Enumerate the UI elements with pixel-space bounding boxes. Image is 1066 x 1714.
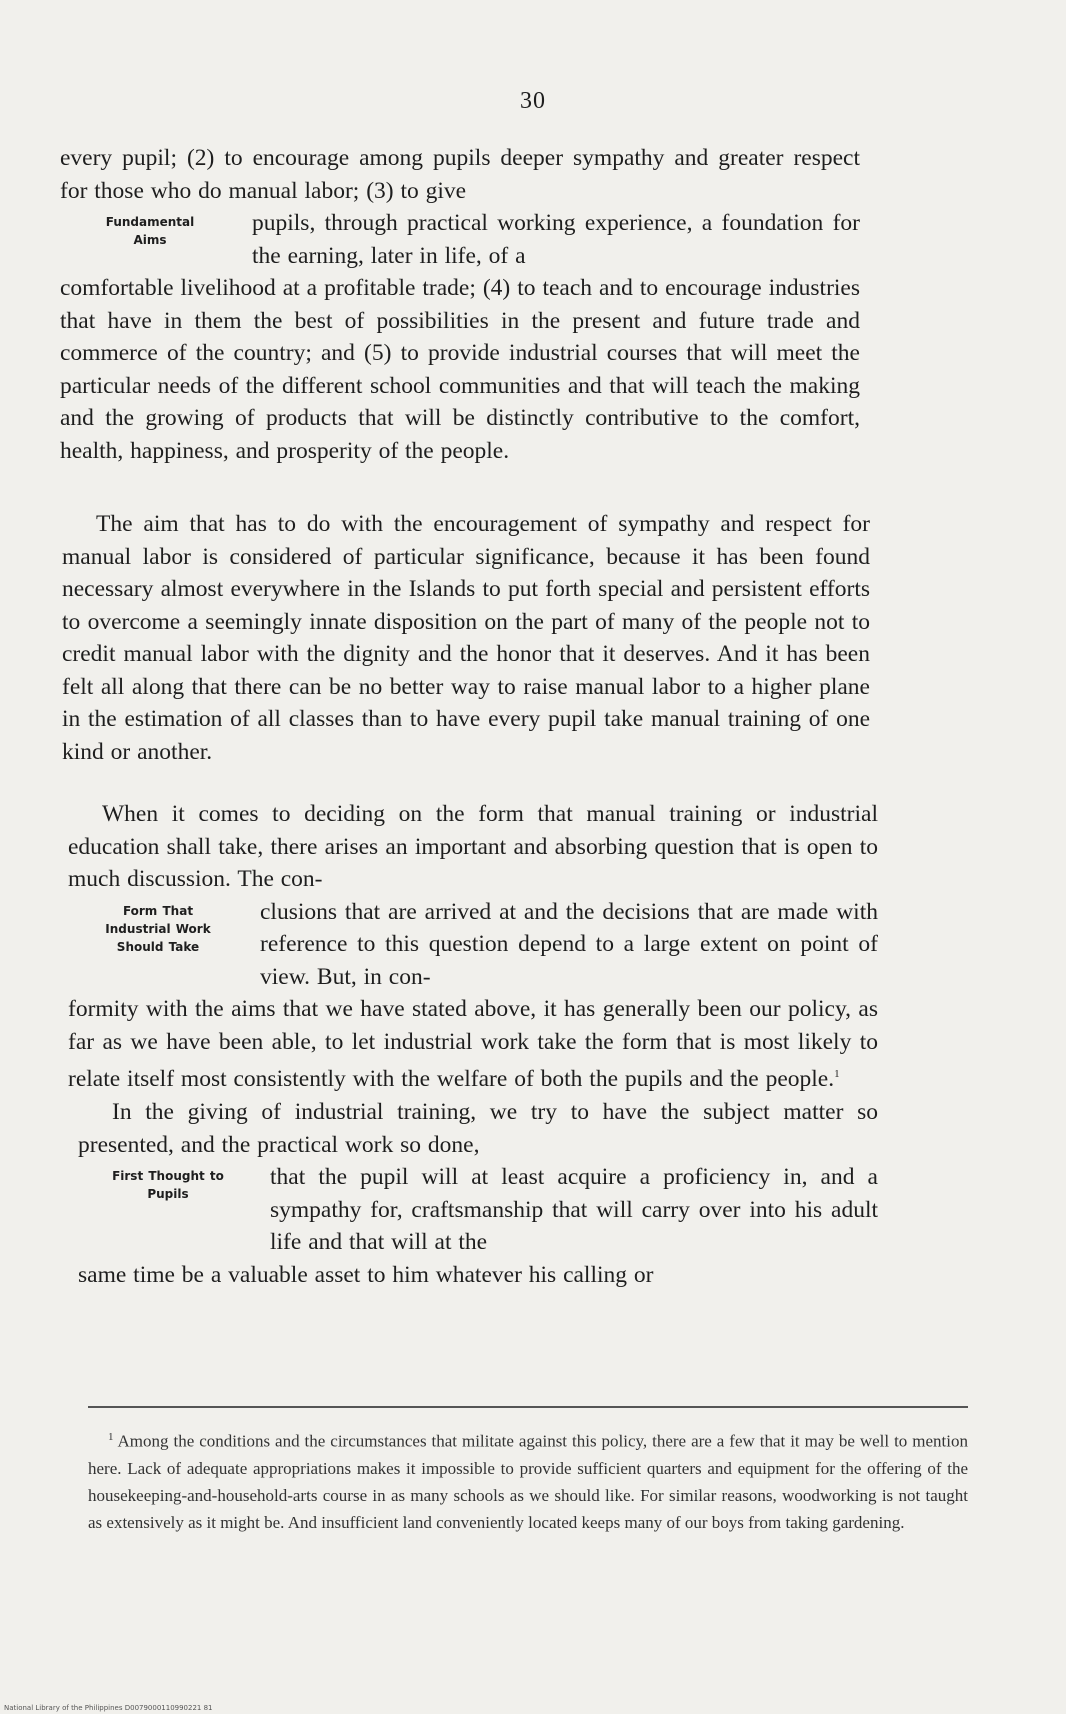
footnote-text: Among the conditions and the circumstances that militate against this policy, there are a few that it may be well to mention here. Lack of adequate appropriations makes it impossible to provide sufficient quarters and equipment for the offering of the housekeeping-and-household-arts course in as many schools as we should like. For similar reasons, woodworking is not taught as extensively as it might be. And insufficient land conveniently located keeps many of our boys from taking gardening.	[88, 1431, 968, 1532]
side-note-fundamental-aims: Fundamental Aims	[105, 215, 195, 247]
paragraph-3-beside-note: clusions that are arrived at and the decisions that are made with reference to this question depend to a large extent on point of view. But, in con-	[260, 898, 878, 990]
side-note-form-industrial-work: Form That Industrial Work Should Take	[105, 903, 211, 954]
paragraph-3-rest: formity with the aims that we have stated above, it has generally been our policy, as far as we have been able, to let industrial work take the form that is most likely to relate itself most consistently with the welfare of both the pupils and the people.$^1$	[68, 996, 878, 1092]
margin-note-row	[78, 1161, 878, 1259]
paragraph-1	[60, 142, 860, 467]
paragraph-1-lead: every pupil; (2) to encourage among pupils deeper sympathy and greater respect for those who do manual labor; (3) to give	[60, 145, 860, 204]
margin-note-row	[68, 896, 878, 994]
footnote-divider	[88, 1406, 968, 1408]
paragraph-4-rest: same time be a valuable asset to him whatever his calling or	[78, 1261, 654, 1288]
page-number: 30	[520, 88, 546, 114]
paragraph-1-beside-note: pupils, through practical working experience, a foundation for the earning, later in life, of a	[252, 210, 860, 269]
library-imprint: National Library of the Philippines D0079000110990221 81	[4, 1704, 213, 1712]
paragraph-4-beside-note: that the pupil will at least acquire a proficiency in, and a sympathy for, craftsmanship that will carry over into his adult life and that will at the	[270, 1164, 878, 1255]
margin-note-row	[60, 207, 860, 272]
paragraph-3-lead: When it comes to deciding on the form that manual training or industrial education shall take, there arises an important and absorbing question that is open to much discussion. The con-	[68, 801, 878, 892]
paragraph-1-rest: comfortable livelihood at a profitable trade; (4) to teach and to encourage industries that have in them the best of possibilities in the present and future trade and commerce of the country; and (5) to provide industrial courses that will meet the particular needs of the different school communities and that will teach the making and the growing of products that will be distinctly contributive to the comfort, health, happiness, and prosperity of the people.	[60, 275, 860, 464]
paragraph-3	[68, 798, 878, 1095]
paragraph-2-text: The aim that has to do with the encouragement of sympathy and respect for manual labor is considered of particular significance, because it has been found necessary almost everywhere in the Islands to put forth special and persistent efforts to overcome a seemingly innate disposition on the part of many of the people not to credit manual labor with the dignity and the honor that it deserves. And it has been felt all along that there can be no better way to raise manual labor to a higher plane in the estimation of all classes than to have every pupil take manual training of one kind or another.	[62, 511, 870, 765]
paragraph-4	[78, 1096, 878, 1291]
footnote-mark: 1	[108, 1431, 114, 1443]
footnote	[88, 1424, 968, 1536]
paragraph-4-lead: In the giving of industrial training, we try to have the subject matter so presented, and the practical work so done,	[78, 1099, 878, 1158]
footnote-reference: 1	[834, 1068, 840, 1080]
side-note-first-thought-to-pupils: First Thought to Pupils	[112, 1169, 224, 1201]
paragraph-2	[62, 508, 870, 768]
